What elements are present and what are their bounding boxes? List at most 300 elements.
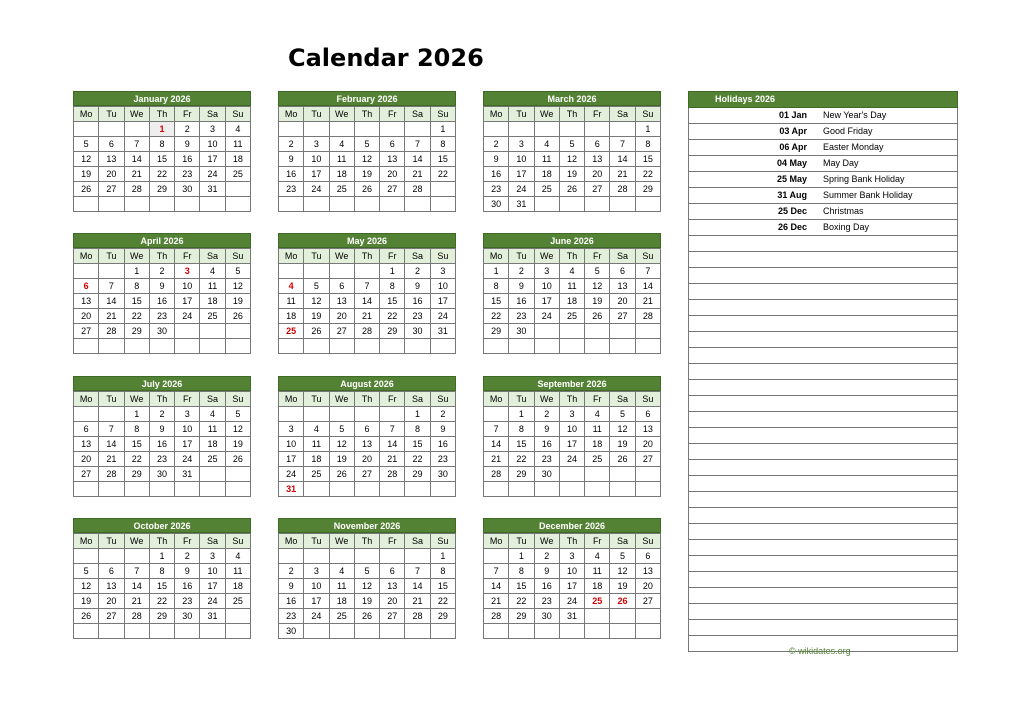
day-cell: 3 bbox=[200, 122, 225, 137]
holiday-name bbox=[823, 588, 958, 604]
day-cell: 7 bbox=[635, 264, 660, 279]
day-cell: 11 bbox=[200, 422, 225, 437]
day-cell bbox=[279, 264, 304, 279]
day-cell: 9 bbox=[534, 564, 559, 579]
weekday-header: Sa bbox=[610, 107, 635, 122]
day-cell: 19 bbox=[610, 579, 635, 594]
day-cell bbox=[484, 624, 509, 639]
day-cell: 10 bbox=[534, 279, 559, 294]
week-row bbox=[74, 137, 251, 152]
day-cell: 24 bbox=[559, 594, 584, 609]
day-cell: 7 bbox=[99, 279, 124, 294]
week-row bbox=[484, 309, 661, 324]
day-cell: 5 bbox=[354, 564, 379, 579]
weekday-header: We bbox=[534, 249, 559, 264]
weekday-header: Su bbox=[635, 392, 660, 407]
holiday-name: New Year's Day bbox=[823, 108, 958, 124]
day-cell: 26 bbox=[304, 324, 329, 339]
day-cell: 28 bbox=[380, 467, 405, 482]
day-cell: 25 bbox=[534, 182, 559, 197]
month-days-table bbox=[483, 106, 661, 212]
week-row bbox=[74, 407, 251, 422]
day-cell: 24 bbox=[304, 609, 329, 624]
day-cell bbox=[635, 324, 660, 339]
day-cell: 27 bbox=[354, 467, 379, 482]
day-cell: 16 bbox=[149, 294, 174, 309]
day-cell: 10 bbox=[200, 137, 225, 152]
day-cell: 21 bbox=[124, 167, 149, 182]
holiday-date bbox=[689, 284, 824, 300]
day-cell: 9 bbox=[149, 422, 174, 437]
weekday-header: Th bbox=[354, 249, 379, 264]
week-row bbox=[484, 549, 661, 564]
day-cell: 6 bbox=[329, 279, 354, 294]
day-cell bbox=[225, 467, 250, 482]
week-row bbox=[279, 467, 456, 482]
holiday-date bbox=[689, 460, 824, 476]
day-cell: 14 bbox=[354, 294, 379, 309]
holiday-row bbox=[689, 428, 958, 444]
day-cell bbox=[200, 339, 225, 354]
day-cell: 5 bbox=[74, 137, 99, 152]
weekday-header: Mo bbox=[484, 392, 509, 407]
weekday-header: Sa bbox=[405, 392, 430, 407]
day-cell: 8 bbox=[405, 422, 430, 437]
day-cell bbox=[559, 467, 584, 482]
holiday-name bbox=[823, 412, 958, 428]
holiday-date bbox=[689, 332, 824, 348]
weekday-header: Su bbox=[430, 534, 455, 549]
weekday-header: Th bbox=[149, 534, 174, 549]
day-cell bbox=[304, 197, 329, 212]
day-cell: 17 bbox=[304, 594, 329, 609]
day-cell: 6 bbox=[635, 549, 660, 564]
day-cell: 10 bbox=[559, 564, 584, 579]
day-cell: 20 bbox=[380, 594, 405, 609]
day-cell bbox=[509, 624, 534, 639]
day-cell bbox=[610, 197, 635, 212]
day-cell bbox=[175, 324, 200, 339]
day-cell: 8 bbox=[635, 137, 660, 152]
month-days-table bbox=[278, 533, 456, 639]
holiday-name bbox=[823, 396, 958, 412]
weekday-header: We bbox=[534, 534, 559, 549]
day-cell bbox=[635, 482, 660, 497]
day-cell: 20 bbox=[585, 167, 610, 182]
week-row bbox=[279, 609, 456, 624]
day-cell: 4 bbox=[200, 264, 225, 279]
week-row bbox=[279, 167, 456, 182]
day-cell: 17 bbox=[279, 452, 304, 467]
day-cell bbox=[99, 482, 124, 497]
day-cell: 27 bbox=[329, 324, 354, 339]
holiday-row bbox=[689, 412, 958, 428]
weekday-header: Th bbox=[149, 107, 174, 122]
holiday-row bbox=[689, 364, 958, 380]
weekday-header: Tu bbox=[304, 249, 329, 264]
day-cell: 6 bbox=[99, 564, 124, 579]
day-cell: 25 bbox=[279, 324, 304, 339]
day-cell: 31 bbox=[559, 609, 584, 624]
weekday-header: We bbox=[534, 392, 559, 407]
day-cell bbox=[484, 407, 509, 422]
day-cell: 6 bbox=[380, 137, 405, 152]
day-cell bbox=[225, 182, 250, 197]
day-cell: 21 bbox=[405, 167, 430, 182]
holiday-name bbox=[823, 572, 958, 588]
holiday-date: 01 Jan bbox=[689, 108, 824, 124]
day-cell: 23 bbox=[534, 594, 559, 609]
weekday-header: We bbox=[534, 107, 559, 122]
day-cell: 12 bbox=[585, 279, 610, 294]
day-cell: 23 bbox=[175, 167, 200, 182]
day-cell: 3 bbox=[304, 137, 329, 152]
day-cell: 17 bbox=[509, 167, 534, 182]
day-cell: 7 bbox=[405, 564, 430, 579]
holiday-name bbox=[823, 252, 958, 268]
month-days-table bbox=[483, 248, 661, 354]
week-row bbox=[484, 152, 661, 167]
day-cell: 1 bbox=[635, 122, 660, 137]
day-cell bbox=[74, 197, 99, 212]
day-cell: 25 bbox=[200, 452, 225, 467]
week-row bbox=[279, 294, 456, 309]
day-cell: 2 bbox=[175, 122, 200, 137]
day-cell bbox=[534, 324, 559, 339]
day-cell bbox=[509, 482, 534, 497]
day-cell: 8 bbox=[149, 137, 174, 152]
month-title: August 2026 bbox=[278, 376, 456, 391]
day-cell: 17 bbox=[430, 294, 455, 309]
holiday-date bbox=[689, 348, 824, 364]
week-row bbox=[484, 294, 661, 309]
day-cell bbox=[380, 197, 405, 212]
day-cell: 5 bbox=[610, 549, 635, 564]
day-cell: 14 bbox=[124, 579, 149, 594]
day-cell: 18 bbox=[304, 452, 329, 467]
holiday-row bbox=[689, 588, 958, 604]
day-cell: 22 bbox=[635, 167, 660, 182]
holiday-row bbox=[689, 220, 958, 236]
day-cell: 28 bbox=[635, 309, 660, 324]
day-cell: 9 bbox=[405, 279, 430, 294]
day-cell: 12 bbox=[329, 437, 354, 452]
day-cell: 17 bbox=[175, 294, 200, 309]
day-cell bbox=[200, 467, 225, 482]
day-cell: 24 bbox=[509, 182, 534, 197]
day-cell bbox=[225, 197, 250, 212]
weekday-header: Su bbox=[225, 534, 250, 549]
week-row bbox=[279, 279, 456, 294]
holiday-row bbox=[689, 188, 958, 204]
day-cell: 25 bbox=[585, 594, 610, 609]
weekday-header: Sa bbox=[610, 249, 635, 264]
week-row bbox=[484, 324, 661, 339]
day-cell: 22 bbox=[149, 167, 174, 182]
week-row bbox=[74, 452, 251, 467]
weekday-header: Th bbox=[149, 249, 174, 264]
week-row bbox=[484, 564, 661, 579]
month-title: October 2026 bbox=[73, 518, 251, 533]
day-cell: 1 bbox=[430, 549, 455, 564]
weekday-header: Fr bbox=[585, 249, 610, 264]
day-cell: 2 bbox=[484, 137, 509, 152]
week-row bbox=[484, 452, 661, 467]
day-cell bbox=[74, 339, 99, 354]
week-row bbox=[74, 467, 251, 482]
day-cell bbox=[329, 264, 354, 279]
holiday-name bbox=[823, 508, 958, 524]
day-cell: 3 bbox=[534, 264, 559, 279]
day-cell: 7 bbox=[405, 137, 430, 152]
weekday-header: Sa bbox=[610, 392, 635, 407]
day-cell bbox=[329, 122, 354, 137]
weekday-header: Mo bbox=[279, 392, 304, 407]
day-cell: 24 bbox=[430, 309, 455, 324]
month-calendar bbox=[73, 518, 251, 639]
month-title: January 2026 bbox=[73, 91, 251, 106]
day-cell: 3 bbox=[304, 564, 329, 579]
weekday-header: Sa bbox=[405, 107, 430, 122]
day-cell: 25 bbox=[304, 467, 329, 482]
holiday-date bbox=[689, 604, 824, 620]
day-cell bbox=[99, 264, 124, 279]
day-cell: 20 bbox=[74, 452, 99, 467]
day-cell: 27 bbox=[99, 182, 124, 197]
month-calendar bbox=[73, 91, 251, 212]
day-cell: 12 bbox=[225, 422, 250, 437]
day-cell bbox=[175, 197, 200, 212]
day-cell: 24 bbox=[175, 452, 200, 467]
day-cell: 18 bbox=[200, 437, 225, 452]
day-cell: 19 bbox=[354, 167, 379, 182]
day-cell: 1 bbox=[124, 264, 149, 279]
day-cell: 6 bbox=[380, 564, 405, 579]
holiday-name: Spring Bank Holiday bbox=[823, 172, 958, 188]
day-cell: 14 bbox=[99, 294, 124, 309]
day-cell: 5 bbox=[354, 137, 379, 152]
day-cell: 11 bbox=[585, 422, 610, 437]
day-cell: 13 bbox=[380, 579, 405, 594]
day-cell: 16 bbox=[509, 294, 534, 309]
day-cell: 19 bbox=[354, 594, 379, 609]
weekday-header: Mo bbox=[74, 534, 99, 549]
holiday-date bbox=[689, 252, 824, 268]
week-row bbox=[484, 609, 661, 624]
day-cell bbox=[74, 264, 99, 279]
holiday-date: 26 Dec bbox=[689, 220, 824, 236]
day-cell: 29 bbox=[124, 467, 149, 482]
day-cell: 4 bbox=[559, 264, 584, 279]
week-row bbox=[484, 264, 661, 279]
holiday-row bbox=[689, 284, 958, 300]
day-cell: 4 bbox=[534, 137, 559, 152]
day-cell bbox=[405, 122, 430, 137]
holiday-name bbox=[823, 524, 958, 540]
day-cell: 30 bbox=[149, 324, 174, 339]
day-cell bbox=[74, 549, 99, 564]
day-cell: 14 bbox=[124, 152, 149, 167]
day-cell: 27 bbox=[585, 182, 610, 197]
day-cell bbox=[74, 407, 99, 422]
day-cell: 28 bbox=[405, 182, 430, 197]
day-cell: 4 bbox=[304, 422, 329, 437]
day-cell: 8 bbox=[149, 564, 174, 579]
day-cell: 8 bbox=[430, 564, 455, 579]
day-cell: 28 bbox=[354, 324, 379, 339]
day-cell bbox=[380, 339, 405, 354]
day-cell: 31 bbox=[200, 609, 225, 624]
day-cell: 21 bbox=[99, 309, 124, 324]
weekday-header: Tu bbox=[99, 249, 124, 264]
week-row bbox=[279, 264, 456, 279]
day-cell: 7 bbox=[354, 279, 379, 294]
day-cell: 21 bbox=[484, 452, 509, 467]
day-cell: 20 bbox=[74, 309, 99, 324]
day-cell: 15 bbox=[149, 152, 174, 167]
day-cell: 31 bbox=[200, 182, 225, 197]
day-cell: 19 bbox=[610, 437, 635, 452]
holiday-row bbox=[689, 572, 958, 588]
day-cell bbox=[200, 624, 225, 639]
week-row bbox=[279, 564, 456, 579]
day-cell: 10 bbox=[279, 437, 304, 452]
week-row bbox=[279, 437, 456, 452]
day-cell: 6 bbox=[610, 264, 635, 279]
day-cell: 29 bbox=[509, 609, 534, 624]
week-row bbox=[74, 167, 251, 182]
week-row bbox=[279, 339, 456, 354]
weekday-header: Fr bbox=[175, 107, 200, 122]
day-cell bbox=[149, 197, 174, 212]
day-cell: 17 bbox=[534, 294, 559, 309]
day-cell bbox=[559, 324, 584, 339]
day-cell: 22 bbox=[484, 309, 509, 324]
day-cell: 15 bbox=[430, 152, 455, 167]
holiday-row bbox=[689, 396, 958, 412]
day-cell: 31 bbox=[175, 467, 200, 482]
day-cell: 20 bbox=[635, 437, 660, 452]
holiday-row bbox=[689, 124, 958, 140]
day-cell: 8 bbox=[509, 422, 534, 437]
holiday-row bbox=[689, 476, 958, 492]
holiday-date bbox=[689, 524, 824, 540]
day-cell: 23 bbox=[175, 594, 200, 609]
holiday-date bbox=[689, 380, 824, 396]
holiday-row bbox=[689, 604, 958, 620]
week-row bbox=[74, 422, 251, 437]
day-cell: 20 bbox=[99, 594, 124, 609]
day-cell bbox=[610, 624, 635, 639]
week-row bbox=[74, 482, 251, 497]
month-calendar bbox=[483, 376, 661, 497]
day-cell bbox=[74, 122, 99, 137]
day-cell bbox=[585, 122, 610, 137]
day-cell: 14 bbox=[635, 279, 660, 294]
weekday-header: Fr bbox=[380, 249, 405, 264]
day-cell bbox=[279, 197, 304, 212]
weekday-header: Tu bbox=[509, 249, 534, 264]
day-cell bbox=[304, 624, 329, 639]
day-cell: 27 bbox=[635, 594, 660, 609]
week-row bbox=[279, 137, 456, 152]
day-cell: 24 bbox=[534, 309, 559, 324]
holiday-date: 06 Apr bbox=[689, 140, 824, 156]
day-cell: 24 bbox=[279, 467, 304, 482]
day-cell bbox=[559, 122, 584, 137]
weekday-header: Tu bbox=[304, 107, 329, 122]
day-cell: 28 bbox=[99, 467, 124, 482]
holiday-name bbox=[823, 332, 958, 348]
day-cell: 14 bbox=[380, 437, 405, 452]
holiday-name bbox=[823, 604, 958, 620]
day-cell: 7 bbox=[484, 422, 509, 437]
day-cell: 30 bbox=[534, 467, 559, 482]
day-cell bbox=[534, 197, 559, 212]
day-cell: 1 bbox=[405, 407, 430, 422]
day-cell: 18 bbox=[534, 167, 559, 182]
day-cell bbox=[99, 407, 124, 422]
day-cell: 12 bbox=[74, 152, 99, 167]
day-cell: 10 bbox=[304, 579, 329, 594]
day-cell: 2 bbox=[149, 264, 174, 279]
day-cell: 19 bbox=[329, 452, 354, 467]
day-cell: 16 bbox=[149, 437, 174, 452]
day-cell bbox=[354, 482, 379, 497]
day-cell: 25 bbox=[559, 309, 584, 324]
holiday-name bbox=[823, 428, 958, 444]
day-cell: 23 bbox=[149, 309, 174, 324]
week-row bbox=[279, 324, 456, 339]
day-cell: 21 bbox=[99, 452, 124, 467]
weekday-header: Su bbox=[430, 249, 455, 264]
holiday-date bbox=[689, 588, 824, 604]
footer-credit[interactable]: © wikidates.org bbox=[789, 646, 851, 656]
day-cell: 13 bbox=[354, 437, 379, 452]
day-cell bbox=[329, 339, 354, 354]
day-cell: 9 bbox=[149, 279, 174, 294]
month-calendar bbox=[278, 376, 456, 497]
day-cell: 9 bbox=[534, 422, 559, 437]
day-cell bbox=[585, 339, 610, 354]
day-cell bbox=[279, 407, 304, 422]
day-cell: 21 bbox=[635, 294, 660, 309]
day-cell: 18 bbox=[225, 152, 250, 167]
day-cell bbox=[585, 197, 610, 212]
day-cell: 20 bbox=[354, 452, 379, 467]
day-cell: 7 bbox=[124, 564, 149, 579]
weekday-header: We bbox=[124, 249, 149, 264]
holiday-name: Summer Bank Holiday bbox=[823, 188, 958, 204]
week-row bbox=[484, 407, 661, 422]
day-cell: 11 bbox=[225, 137, 250, 152]
day-cell: 16 bbox=[534, 579, 559, 594]
day-cell bbox=[149, 339, 174, 354]
weekday-header: Tu bbox=[509, 392, 534, 407]
month-title: September 2026 bbox=[483, 376, 661, 391]
day-cell bbox=[534, 122, 559, 137]
day-cell: 6 bbox=[74, 422, 99, 437]
week-row bbox=[74, 152, 251, 167]
week-row bbox=[484, 482, 661, 497]
holiday-row bbox=[689, 156, 958, 172]
day-cell: 26 bbox=[559, 182, 584, 197]
month-days-table bbox=[73, 106, 251, 212]
week-row bbox=[74, 437, 251, 452]
holiday-name bbox=[823, 620, 958, 636]
holiday-row bbox=[689, 268, 958, 284]
day-cell: 19 bbox=[74, 594, 99, 609]
